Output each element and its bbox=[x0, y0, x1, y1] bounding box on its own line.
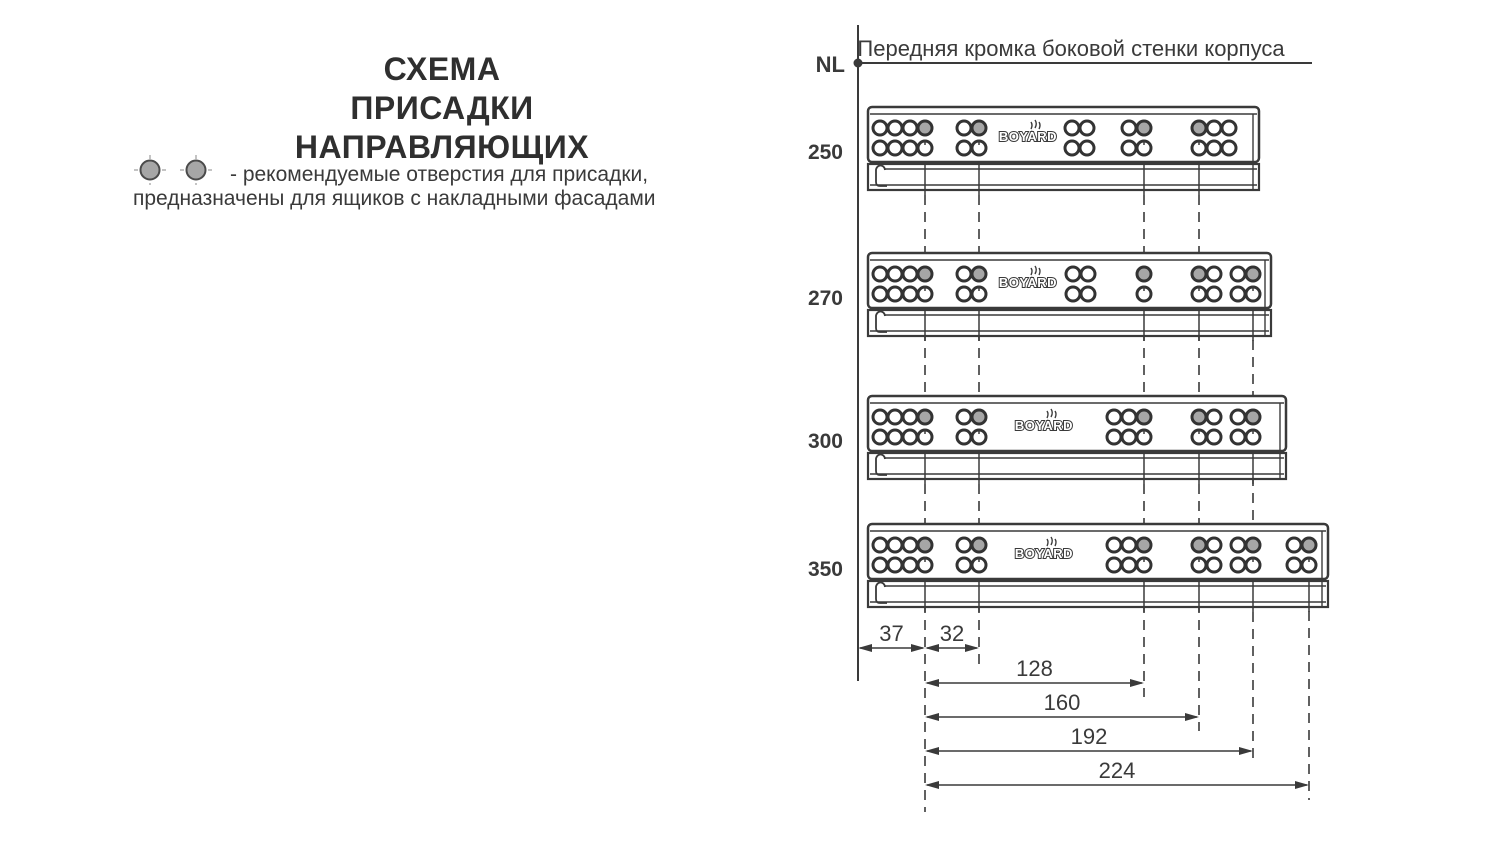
slide-300 bbox=[808, 396, 1286, 484]
hole bbox=[1231, 287, 1245, 301]
arrowhead bbox=[925, 644, 939, 652]
hole bbox=[888, 430, 902, 444]
hole bbox=[957, 558, 971, 572]
hole bbox=[1066, 267, 1080, 281]
hole bbox=[1122, 430, 1136, 444]
hole bbox=[888, 121, 902, 135]
recommended-hole bbox=[1137, 410, 1151, 424]
hole bbox=[1107, 558, 1121, 572]
logo-text: BOYARD bbox=[1014, 418, 1074, 433]
hole bbox=[1207, 267, 1221, 281]
hole bbox=[1222, 121, 1236, 135]
slide-rail bbox=[868, 164, 1259, 190]
dimension-value: 37 bbox=[879, 621, 904, 646]
recommended-hole bbox=[1192, 410, 1206, 424]
hole bbox=[873, 267, 887, 281]
hole bbox=[903, 267, 917, 281]
recommended-hole bbox=[918, 538, 932, 552]
recommended-hole bbox=[1246, 538, 1260, 552]
hole bbox=[957, 538, 971, 552]
arrowhead bbox=[1130, 679, 1144, 687]
hole bbox=[1207, 410, 1221, 424]
arrowhead bbox=[858, 644, 872, 652]
hole bbox=[1231, 538, 1245, 552]
hole bbox=[1231, 410, 1245, 424]
slide-length-label: 300 bbox=[807, 430, 843, 453]
dimension-value: 160 bbox=[1043, 690, 1081, 715]
dimension-value: 128 bbox=[1016, 656, 1053, 681]
hole bbox=[873, 558, 887, 572]
hole bbox=[873, 538, 887, 552]
hole bbox=[1122, 141, 1136, 155]
recommended-hole bbox=[1137, 121, 1151, 135]
hole bbox=[1207, 558, 1221, 572]
recommended-hole bbox=[918, 267, 932, 281]
dimension-value: 224 bbox=[1098, 758, 1136, 783]
dimension-value: 32 bbox=[939, 621, 965, 646]
hole bbox=[873, 141, 887, 155]
hole bbox=[1231, 558, 1245, 572]
dimension-32 bbox=[925, 621, 979, 652]
hole bbox=[1080, 121, 1094, 135]
hole bbox=[888, 141, 902, 155]
slide-rail bbox=[868, 581, 1328, 607]
recommended-hole bbox=[1192, 538, 1206, 552]
hole bbox=[1287, 558, 1301, 572]
recommended-hole bbox=[972, 121, 986, 135]
slide-rail bbox=[868, 310, 1271, 336]
hole bbox=[903, 430, 917, 444]
hole bbox=[888, 558, 902, 572]
logo-text: BOYARD bbox=[998, 275, 1058, 290]
hole bbox=[1231, 267, 1245, 281]
recommended-hole bbox=[972, 410, 986, 424]
dimension-value: 192 bbox=[1070, 724, 1108, 749]
slide-350 bbox=[808, 524, 1328, 612]
arrowhead bbox=[925, 713, 939, 721]
hole bbox=[888, 538, 902, 552]
recommended-hole bbox=[1302, 538, 1316, 552]
hole bbox=[873, 287, 887, 301]
hole bbox=[903, 287, 917, 301]
hole bbox=[1107, 430, 1121, 444]
hole bbox=[957, 287, 971, 301]
arrowhead bbox=[925, 781, 939, 789]
arrowhead bbox=[925, 747, 939, 755]
hole bbox=[957, 121, 971, 135]
recommended-hole bbox=[1137, 267, 1151, 281]
slide-rail bbox=[868, 453, 1286, 479]
hole bbox=[1122, 121, 1136, 135]
hole bbox=[1122, 558, 1136, 572]
recommended-hole bbox=[1192, 267, 1206, 281]
slide-length-label: 350 bbox=[807, 558, 843, 581]
hole bbox=[1122, 410, 1136, 424]
recommended-hole bbox=[972, 267, 986, 281]
hole bbox=[903, 538, 917, 552]
slides bbox=[808, 107, 1328, 612]
legend-text-line1: - рекомендуемые отверстия для присадки, bbox=[230, 163, 649, 186]
slide-length-label: 250 bbox=[807, 141, 843, 164]
diagram-title-line2: НАПРАВЛЯЮЩИХ bbox=[294, 129, 590, 165]
legend-text-line2: предназначены для ящиков с накладными фасадами bbox=[133, 187, 656, 210]
hole bbox=[888, 267, 902, 281]
hole bbox=[1207, 141, 1221, 155]
recommended-hole bbox=[972, 538, 986, 552]
arrowhead bbox=[911, 644, 925, 652]
arrowhead bbox=[1185, 713, 1199, 721]
arrowhead bbox=[925, 679, 939, 687]
recommended-hole bbox=[1137, 538, 1151, 552]
logo-text: BOYARD bbox=[998, 129, 1058, 144]
hole bbox=[1122, 538, 1136, 552]
arrowhead bbox=[1239, 747, 1253, 755]
slide-250 bbox=[808, 107, 1259, 195]
dimension-128 bbox=[925, 656, 1144, 687]
front-edge-caption: Передняя кромка боковой стенки корпуса bbox=[857, 36, 1285, 61]
hole bbox=[1207, 287, 1221, 301]
hole bbox=[957, 410, 971, 424]
hole bbox=[873, 430, 887, 444]
hole bbox=[1081, 267, 1095, 281]
hole bbox=[888, 287, 902, 301]
hole bbox=[1066, 287, 1080, 301]
hole bbox=[873, 121, 887, 135]
hole bbox=[1287, 538, 1301, 552]
slide-270 bbox=[808, 253, 1271, 341]
dimension-37 bbox=[858, 621, 925, 652]
slide-length-label: 270 bbox=[807, 287, 843, 310]
arrowhead bbox=[1295, 781, 1309, 789]
hole bbox=[1107, 410, 1121, 424]
hole bbox=[903, 141, 917, 155]
dimension-224 bbox=[925, 758, 1309, 789]
hole bbox=[903, 121, 917, 135]
hole bbox=[957, 267, 971, 281]
hole bbox=[1065, 141, 1079, 155]
hole bbox=[1207, 121, 1221, 135]
hole bbox=[957, 141, 971, 155]
dimension-192 bbox=[925, 724, 1253, 755]
nl-label: NL bbox=[815, 52, 845, 77]
recommended-hole bbox=[1192, 121, 1206, 135]
recommended-hole bbox=[918, 121, 932, 135]
hole bbox=[873, 410, 887, 424]
arrowhead bbox=[965, 644, 979, 652]
hole bbox=[903, 410, 917, 424]
hole bbox=[1107, 538, 1121, 552]
hole bbox=[903, 558, 917, 572]
hole bbox=[1207, 538, 1221, 552]
hole bbox=[1207, 430, 1221, 444]
dimension-160 bbox=[925, 690, 1199, 721]
hole bbox=[1065, 121, 1079, 135]
hole bbox=[1231, 430, 1245, 444]
logo-text: BOYARD bbox=[1014, 546, 1074, 561]
hole bbox=[888, 410, 902, 424]
hole bbox=[1222, 141, 1236, 155]
hole bbox=[1080, 141, 1094, 155]
recommended-hole bbox=[1246, 267, 1260, 281]
hole bbox=[957, 430, 971, 444]
hole bbox=[1081, 287, 1095, 301]
recommended-hole bbox=[918, 410, 932, 424]
diagram-title-line1: СХЕМА ПРИСАДКИ bbox=[350, 51, 534, 126]
recommended-hole bbox=[1246, 410, 1260, 424]
